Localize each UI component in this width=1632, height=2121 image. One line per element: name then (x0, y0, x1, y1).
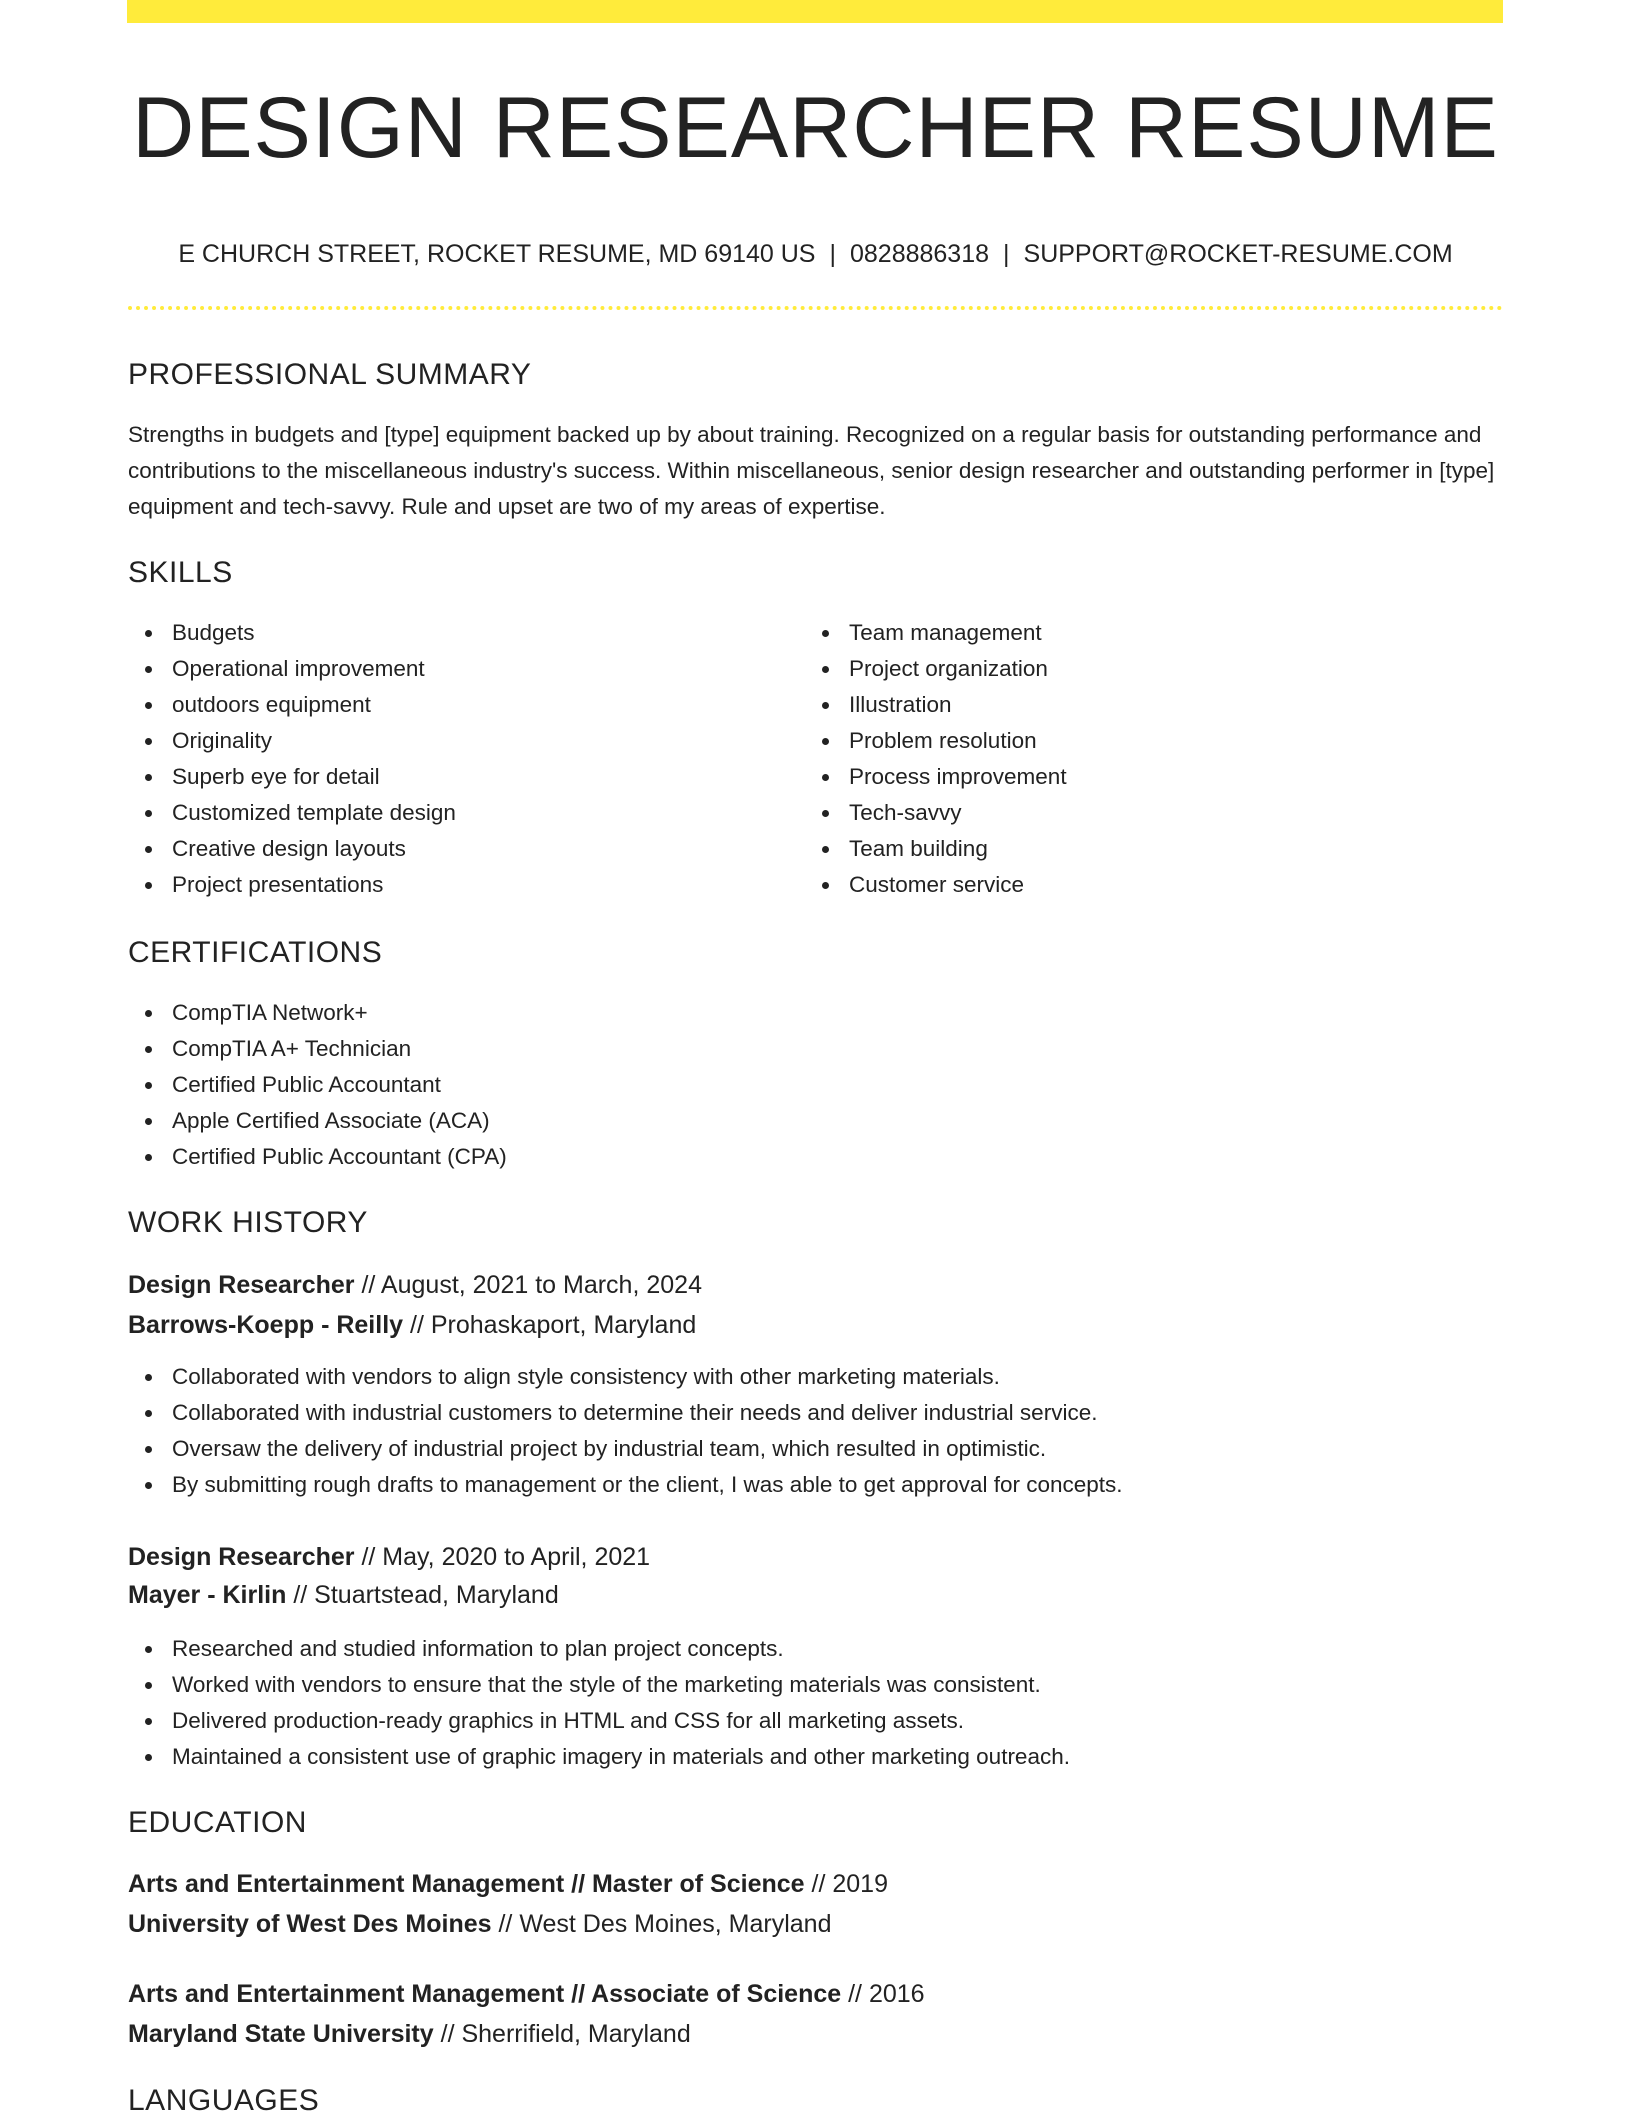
certifications-heading: CERTIFICATIONS (128, 936, 383, 969)
summary-text: Strengths in budgets and [type] equipment backed up by about training. Recognized on a regular basis for outstanding performance and contributions to the miscellaneous industry's success. Within miscellaneous, senior design researcher and outstanding performer in [type] equipment and tech-savvy. Rule and upset are two of my areas of expertise. (128, 422, 1495, 519)
skills-list-right (805, 615, 1067, 903)
job-title: Design Researcher (128, 1543, 355, 1571)
skill-item: Customer service (849, 867, 1067, 903)
job-bullets (128, 1631, 1070, 1775)
contact-separator: | (829, 240, 836, 268)
education-degree-line (128, 1866, 888, 1902)
skill-item: outdoors equipment (172, 687, 456, 723)
job-dates: // August, 2021 to March, 2024 (361, 1271, 702, 1299)
job-bullet: Delivered production-ready graphics in HTML and CSS for all marketing assets. (172, 1703, 1070, 1739)
contact-email[interactable]: SUPPORT@ROCKET-RESUME.COM (1023, 240, 1453, 268)
education-school-line (128, 2016, 691, 2052)
skill-item: Customized template design (172, 795, 456, 831)
education-location: // Sherrifield, Maryland (440, 2020, 691, 2048)
education-school: Maryland State University (128, 2020, 434, 2048)
certification-item: Apple Certified Associate (ACA) (172, 1103, 507, 1139)
skill-item: Tech-savvy (849, 795, 1067, 831)
certification-item: CompTIA Network+ (172, 995, 507, 1031)
certifications-list (128, 995, 507, 1175)
job-company: Barrows-Koepp - Reilly (128, 1311, 404, 1339)
job-bullet: By submitting rough drafts to management or the client, I was able to get approval for concepts. (172, 1467, 1123, 1503)
skill-item: Budgets (172, 615, 456, 651)
job-location: // Stuartstead, Maryland (293, 1581, 559, 1609)
education-school: University of West Des Moines (128, 1910, 492, 1938)
education-year: // 2016 (848, 1980, 925, 2008)
job-title: Design Researcher (128, 1271, 355, 1299)
job-bullet: Collaborated with vendors to align style consistency with other marketing materials. (172, 1359, 1123, 1395)
education-location: // West Des Moines, Maryland (498, 1910, 832, 1938)
job-bullet: Researched and studied information to plan project concepts. (172, 1631, 1070, 1667)
job-location: // Prohaskaport, Maryland (410, 1311, 697, 1339)
skill-item: Originality (172, 723, 456, 759)
summary-heading: PROFESSIONAL SUMMARY (128, 358, 532, 391)
job-bullet: Maintained a consistent use of graphic imagery in materials and other marketing outreach. (172, 1739, 1070, 1775)
dotted-divider (128, 306, 1503, 310)
job-title-line (128, 1539, 650, 1575)
contact-line (128, 238, 1503, 270)
skill-item: Process improvement (849, 759, 1067, 795)
work-history-heading: WORK HISTORY (128, 1206, 368, 1239)
skills-list-left (128, 615, 456, 903)
job-company-line (128, 1307, 696, 1343)
job-bullets (128, 1359, 1123, 1503)
job-bullet: Worked with vendors to ensure that the style of the marketing materials was consistent. (172, 1667, 1070, 1703)
contact-separator: | (1003, 240, 1010, 268)
skill-item: Operational improvement (172, 651, 456, 687)
education-school-line (128, 1906, 831, 1942)
contact-address: E CHURCH STREET, ROCKET RESUME, MD 69140 US (178, 240, 816, 268)
skill-item: Project presentations (172, 867, 456, 903)
skill-item: Illustration (849, 687, 1067, 723)
education-year: // 2019 (811, 1870, 888, 1898)
job-company-line (128, 1577, 559, 1613)
certification-item: CompTIA A+ Technician (172, 1031, 507, 1067)
education-degree: Arts and Entertainment Management // Associate of Science (128, 1980, 842, 2008)
certification-item: Certified Public Accountant (CPA) (172, 1139, 507, 1175)
contact-phone[interactable]: 0828886318 (849, 240, 990, 268)
skills-heading: SKILLS (128, 556, 233, 589)
languages-heading: LANGUAGES (128, 2084, 320, 2117)
job-bullet: Oversaw the delivery of industrial project by industrial team, which resulted in optimistic. (172, 1431, 1123, 1467)
skill-item: Problem resolution (849, 723, 1067, 759)
skill-item: Creative design layouts (172, 831, 456, 867)
certification-item: Certified Public Accountant (172, 1067, 507, 1103)
job-bullet: Collaborated with industrial customers to determine their needs and deliver industrial service. (172, 1395, 1123, 1431)
skill-item: Superb eye for detail (172, 759, 456, 795)
top-accent-bar (127, 0, 1503, 23)
job-title-line (128, 1267, 702, 1303)
job-company: Mayer - Kirlin (128, 1581, 287, 1609)
education-heading: EDUCATION (128, 1806, 307, 1839)
resume-title: DESIGN RESEARCHER RESUME (132, 80, 1499, 176)
education-degree: Arts and Entertainment Management // Master of Science (128, 1870, 805, 1898)
skill-item: Team management (849, 615, 1067, 651)
education-degree-line (128, 1976, 925, 2012)
job-dates: // May, 2020 to April, 2021 (361, 1543, 651, 1571)
skill-item: Project organization (849, 651, 1067, 687)
skill-item: Team building (849, 831, 1067, 867)
